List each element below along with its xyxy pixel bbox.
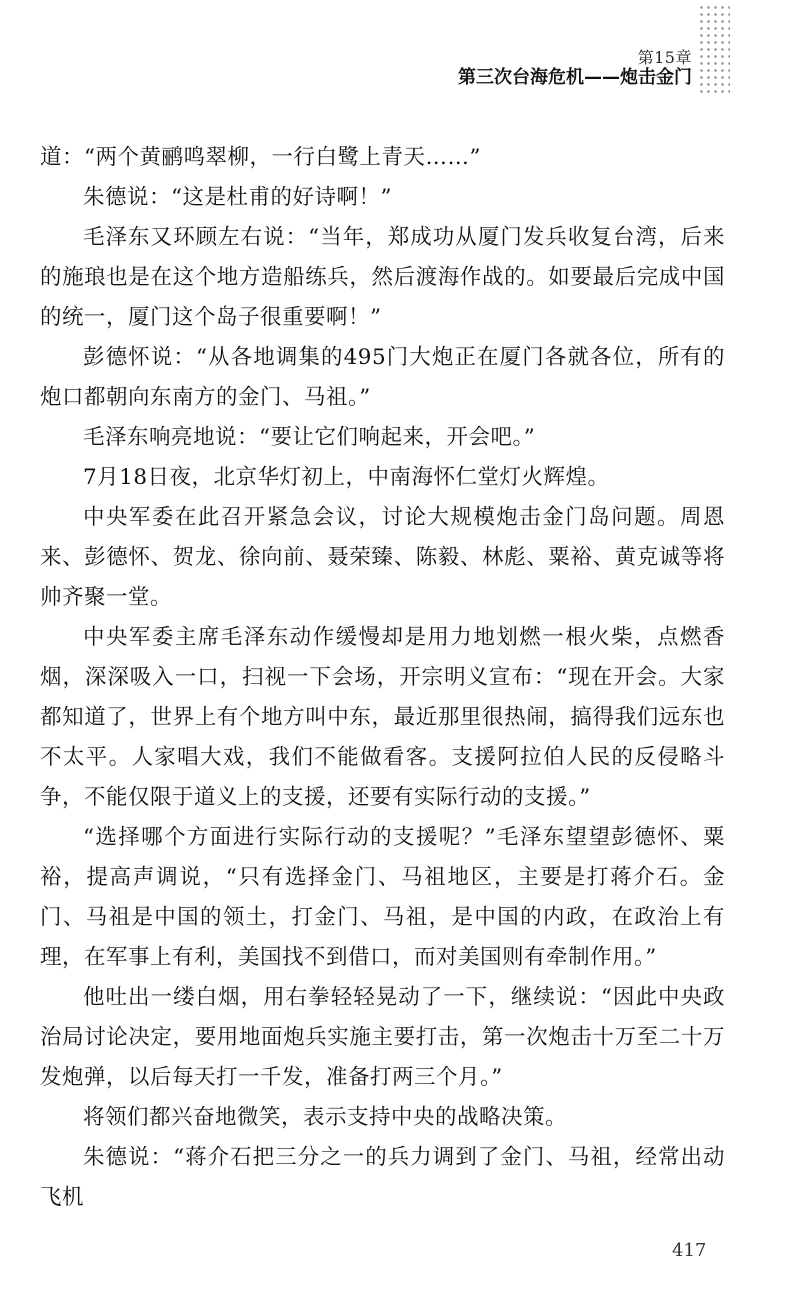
dot-pattern-decoration — [698, 4, 730, 96]
paragraph: 彭德怀说：“从各地调集的495门大炮正在厦门各就各位，所有的炮口都朝向东南方的金门、马祖。” — [40, 345, 725, 410]
page-number: 417 — [672, 1240, 707, 1261]
paragraph: 毛泽东响亮地说：“要让它们响起来，开会吧。” — [83, 425, 536, 450]
paragraph: 朱德说：“蒋介石把三分之一的兵力调到了金门、马祖，经常出动飞机 — [40, 1145, 725, 1210]
paragraph: 道：“两个黄鹂鸣翠柳，一行白鹭上青天……” — [40, 145, 481, 170]
paragraph: 中央军委主席毛泽东动作缓慢却是用力地划燃一根火柴，点燃香烟，深深吸入一口，扫视一下会场，开宗明义宣布：“现在开会。大家都知道了，世界上有个地方叫中东，最近那里很热闹，搞得我们远东也不太平。人家唱大戏，我们不能做看客。支援阿拉伯人民的反侵略斗争，不能仅限于道义上的支援，还要有实际行动的支援。” — [40, 625, 725, 810]
paragraph: 将领们都兴奋地微笑，表示支持中央的战略决策。 — [83, 1105, 568, 1130]
paragraph: “选择哪个方面进行实际行动的支援呢？”毛泽东望望彭德怀、粟裕，提高声调说，“只有选择金门、马祖地区，主要是打蒋介石。金门、马祖是中国的领土，打金门、马祖，是中国的内政，在政治上有理，在军事上有利，美国找不到借口，而对美国则有牵制作用。” — [40, 825, 725, 970]
paragraph: 中央军委在此召开紧急会议，讨论大规模炮击金门岛问题。周恩来、彭德怀、贺龙、徐向前、聂荣臻、陈毅、林彪、粟裕、黄克诚等将帅齐聚一堂。 — [40, 505, 725, 610]
paragraph: 他吐出一缕白烟，用右拳轻轻晃动了一下，继续说：“因此中央政治局讨论决定，要用地面炮兵实施主要打击，第一次炮击十万至二十万发炮弹，以后每天打一千发，准备打两三个月。” — [40, 985, 725, 1090]
text-body — [40, 138, 725, 1218]
paragraph: 朱德说：“这是杜甫的好诗啊！” — [83, 185, 392, 210]
paragraph: 7月18日夜，北京华灯初上，中南海怀仁堂灯火辉煌。 — [83, 465, 610, 490]
chapter-number: 第15章 — [637, 48, 692, 67]
paragraph: 毛泽东又环顾左右说：“当年，郑成功从厦门发兵收复台湾，后来的施琅也是在这个地方造船练兵，然后渡海作战的。如要最后完成中国的统一，厦门这个岛子很重要啊！” — [40, 225, 725, 330]
chapter-title: 第三次台海危机——炮击金门 — [458, 67, 692, 89]
chapter-header — [458, 48, 692, 89]
